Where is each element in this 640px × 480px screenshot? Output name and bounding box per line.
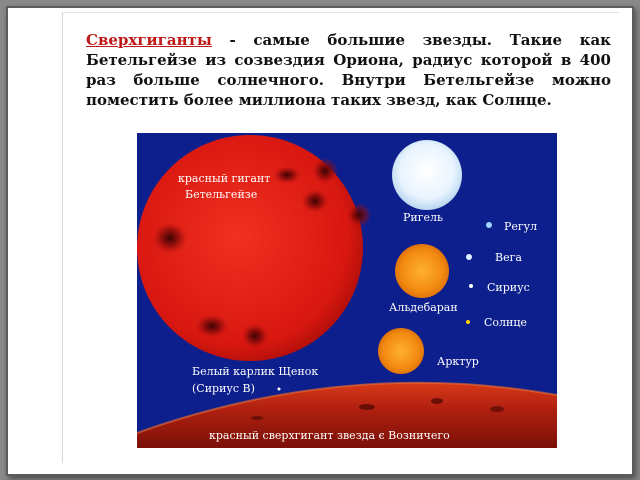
aldebaran-label: Альдебаран xyxy=(389,301,458,314)
slide-text xyxy=(86,30,611,110)
dwarf-label-line1: Белый карлик Щенок xyxy=(192,365,319,378)
rigel-star xyxy=(392,140,462,210)
regulus-label: Регул xyxy=(504,220,538,233)
definition-text: - самые большие звезды. Такие как Бетельгейзе из созвездия Ориона, радиус которой в 400 раз больше солнечного. Внутри Бетельгейзе можно поместить более миллиона таких звезд, как Солнце. xyxy=(86,31,611,109)
star-size-illustration xyxy=(137,133,557,448)
sirius-star xyxy=(469,284,473,288)
dwarf-label-line2: (Сириус В) xyxy=(192,382,255,395)
supergiant-label: красный сверхгигант звезда є Возничего xyxy=(209,429,450,442)
regulus-star xyxy=(486,222,492,228)
vega-label: Вега xyxy=(495,251,522,264)
rigel-label: Ригель xyxy=(403,211,443,224)
sun-label: Солнце xyxy=(484,316,527,329)
sirius-label: Сириус xyxy=(487,281,530,294)
arcturus-star xyxy=(378,328,424,374)
vega-star xyxy=(466,254,472,260)
aldebaran-star xyxy=(395,244,449,298)
sun-star xyxy=(466,320,470,324)
term-supergiants: Сверхгиганты xyxy=(86,31,212,49)
arcturus-label: Арктур xyxy=(437,355,479,368)
betelgeuse-label-line1: красный гигант xyxy=(178,172,271,185)
betelgeuse-label-line2: Бетельгейзе xyxy=(185,188,258,201)
sirius-b-dwarf-star xyxy=(278,388,281,391)
